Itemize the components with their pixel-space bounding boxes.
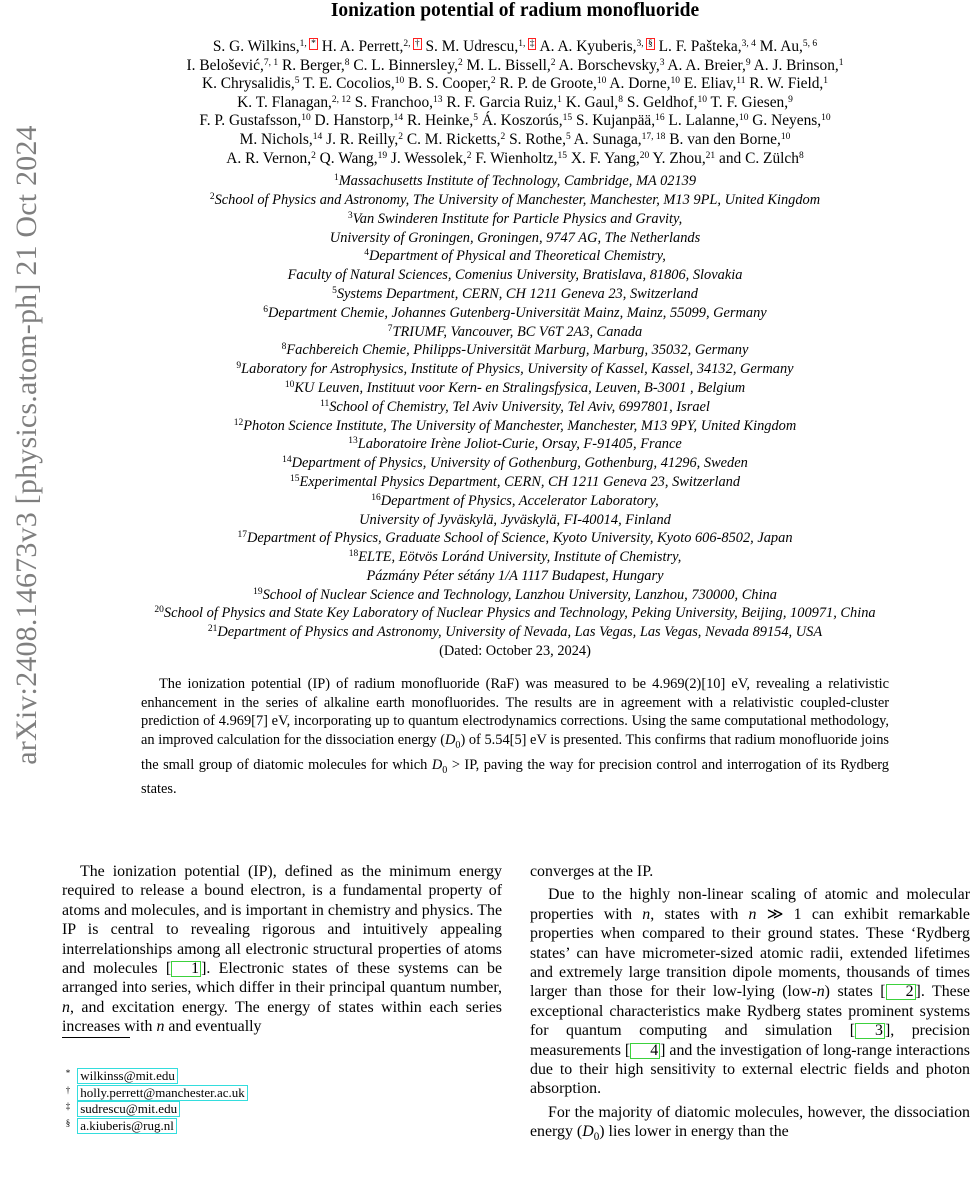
affiliation-index: 2: [466, 150, 472, 161]
affiliation-index: 1: [557, 94, 562, 105]
footnote-ref[interactable]: §: [648, 39, 653, 49]
affiliation-index: 12: [233, 417, 244, 428]
affiliation-line: $^{10}$KU Leuven, Instituut voor Kern- en Stralingsfysica, Leuven, B-3001 , Belgium: [284, 379, 746, 396]
affiliation-index: 13: [348, 436, 358, 447]
affiliation-index: 3, 4: [741, 39, 756, 49]
affiliation-index: 10: [596, 76, 607, 87]
footnote: ‡ sudrescu@mit.edu: [62, 1101, 248, 1118]
affiliation-index: 5: [332, 285, 337, 296]
affiliation-line: $^{12}$Photon Science Institute, The University of Manchester, Manchester, M13 9PY, United Kingdom: [233, 417, 797, 434]
affiliation-line: $^{16}$Department of Physics, Accelerator Laboratory,: [371, 492, 659, 509]
affiliation-index: 8: [281, 342, 287, 353]
citation-link[interactable]: 1: [171, 961, 201, 977]
affiliation-index: 17, 18: [641, 131, 666, 142]
body-paragraph: For the majority of diatomic molecules, however, the dissociation energy $(D_0)$ lies lower in energy than the: [530, 1103, 970, 1144]
affiliation-index: 2: [500, 131, 506, 142]
affiliation-index: 10: [670, 76, 681, 87]
footnote: § a.kiuberis@rug.nl: [62, 1118, 248, 1135]
affiliation-line: $^{13}$Laboratoire Irène Joliot-Curie, Orsay, F-91405, France: [348, 436, 682, 453]
affiliation-index: 14: [393, 113, 404, 124]
affiliation-line: $^{18}$ELTE, Eötvös Loránd University, Institute of Chemistry,: [348, 549, 682, 566]
body-paragraph: The ionization potential (IP), defined as the minimum energy required to release a bound electron, is a fundamental property of atoms and molecules, and is important in chemistry and physics. The IP is central to revealing rigorous and intuitively appealing interrelationships among all electronic structural properties of atoms and molecules [ 1 ]. Electronic states of these systems can be arranged into series, which differ in their principal quantum number, n, and excitation energy. The energy of states within each series increases with n and eventually: [62, 863, 503, 1036]
author-line: M. Nichols,$^{14}$ J. R. Reilly,$^2$ C. M. Ricketts,$^2$ S. Rothe,$^5$ A. Sunaga,$^{17, 18}$ B. van den Borne,$^{10}$: [239, 130, 791, 148]
affiliation-index: 1, ‡: [518, 39, 535, 49]
paper-page: [60, 0, 970, 1144]
affiliation-index: 1: [823, 76, 829, 87]
affiliation-index: 15: [557, 150, 567, 161]
affiliation-index: 14: [282, 455, 292, 466]
affiliation-index: 10: [697, 94, 707, 105]
footnote-ref[interactable]: †: [414, 39, 420, 49]
affiliation-index: 8: [618, 94, 624, 105]
affiliation-line: University of Groningen, Groningen, 9747 AG, The Netherlands: [329, 229, 701, 246]
affiliation-index: 19: [377, 150, 388, 161]
footnote-list: [62, 1068, 248, 1134]
affiliation-line: $^{14}$Department of Physics, University of Gothenburg, Gothenburg, 41296, Sweden: [282, 455, 748, 472]
affiliation-index: 10: [301, 113, 311, 124]
affiliation-index: 10: [780, 131, 791, 142]
affiliation-index: 9: [745, 57, 751, 68]
affiliation-index: 5, 6: [802, 39, 818, 49]
author-line: A. R. Vernon,$^2$ Q. Wang,$^{19}$ J. Wessolek,$^2$ F. Wienholtz,$^{15}$ X. F. Yang,$^{20}$ Y. Zhou,$^{21}$ and C. Zülch$^8$: [226, 149, 804, 167]
affiliation-index: 2: [398, 131, 403, 142]
arxiv-sidebar-stamp: [6, 125, 48, 765]
affiliation-line: $^2$School of Physics and Astronomy, The University of Manchester, Manchester, M13 9PL, United Kingdom: [209, 191, 821, 208]
email-link[interactable]: holly.perrett@manchester.ac.uk: [77, 1085, 248, 1101]
affiliation-line: $^7$TRIUMF, Vancouver, BC V6T 2A3, Canada: [387, 323, 643, 340]
affiliation-index: 7: [387, 323, 393, 334]
affiliation-line: $^{17}$Department of Physics, Graduate School of Science, Kyoto University, Kyoto 606-8502, Japan: [237, 530, 793, 547]
footnote-ref[interactable]: ‡: [529, 39, 535, 49]
affiliation-index: 3: [659, 57, 665, 68]
affiliation-line: $^1$Massachusetts Institute of Technology, Cambridge, MA 02139: [333, 173, 697, 190]
affiliation-index: 3: [347, 210, 353, 221]
dated-line: (Dated: October 23, 2024): [439, 643, 591, 660]
affiliation-line: $^{15}$Experimental Physics Department, CERN, CH 1211 Geneva 23, Switzerland: [289, 473, 741, 490]
affiliation-line: $^{20}$School of Physics and State Key Laboratory of Nuclear Physics and Technology, Peking University, Beijing, 100971, China: [154, 605, 876, 622]
author-line: S. G. Wilkins,$^{1, *}$ H. A. Perrett,$^{2, \dagger}$ S. M. Udrescu,$^{1, \ddagger}$ A. A. Kyuberis,$^{3, \S}$ L. F. Pašteka,$^{3, 4}$ M. Au,$^{5, 6}$: [212, 38, 818, 55]
affiliation-index: 11: [320, 398, 330, 409]
affiliation-index: 2: [311, 150, 316, 161]
author-line: I. Belošević,$^{7, 1}$ R. Berger,$^8$ C. L. Binnersley,$^2$ M. L. Bissell,$^2$ A. Borschevsky,$^3$ A. A. Breier,$^9$ A. J. Brinson,$^1$: [186, 56, 844, 74]
affiliation-index: 2, 12: [331, 94, 351, 105]
affiliation-index: 3, §: [636, 39, 653, 49]
affiliation-index: 5: [565, 131, 571, 142]
email-link[interactable]: wilkinss@mit.edu: [77, 1068, 178, 1084]
author-list: [60, 38, 970, 168]
affiliation-index: 2: [490, 76, 496, 87]
affiliation-index: 9: [788, 94, 793, 105]
affiliation-index: 18: [348, 549, 359, 560]
affiliation-index: 8: [798, 150, 804, 161]
left-column: [62, 862, 502, 1037]
affiliation-index: 19: [253, 586, 263, 597]
author-line: K. T. Flanagan,$^{2, 12}$ S. Franchoo,$^{13}$ R. F. Garcia Ruiz,$^1$ K. Gaul,$^8$ S. Geldhof,$^{10}$ T. F. Giesen,$^9$: [237, 93, 793, 111]
affiliation-index: 5: [473, 113, 478, 124]
affiliation-index: 16: [655, 113, 665, 124]
affiliation-index: 15: [562, 113, 573, 124]
footnote-ref[interactable]: *: [311, 39, 316, 49]
right-column: [530, 862, 970, 1148]
citation-link[interactable]: 3: [855, 1023, 885, 1039]
affiliation-index: 13: [433, 94, 443, 105]
body-paragraph: converges at the IP.: [530, 863, 654, 880]
affiliation-index: 2: [550, 57, 556, 68]
affiliation-line: $^{11}$School of Chemistry, Tel Aviv University, Tel Aviv, 6997801, Israel: [320, 398, 710, 415]
affiliation-index: 10: [394, 76, 405, 87]
author-line: F. P. Gustafsson,$^{10}$ D. Hanstorp,$^{14}$ R. Heinke,$^5$ Á. Koszorús,$^{15}$ S. Kujanpää,$^{16}$ L. Lalanne,$^{10}$ G. Neyens,$^{10}$: [199, 112, 831, 130]
affiliation-line: $^{19}$School of Nuclear Science and Technology, Lanzhou University, Lanzhou, 730000, China: [253, 586, 777, 603]
affiliation-index: 2: [209, 191, 215, 202]
affiliation-index: 10: [738, 113, 749, 124]
affiliation-index: 1: [333, 173, 339, 184]
paper-title: Ionization potential of radium monofluoride: [330, 0, 700, 21]
affiliation-index: 2, †: [403, 39, 420, 49]
affiliation-index: 5: [294, 76, 300, 87]
affiliation-line: $^9$Laboratory for Astrophysics, Institute of Physics, University of Kassel, Kassel, 34132, Germany: [236, 361, 794, 378]
affiliation-index: 1, *: [299, 39, 316, 49]
author-line: K. Chrysalidis,$^5$ T. E. Cocolios,$^{10}$ B. S. Cooper,$^2$ R. P. de Groote,$^{10}$ A. Dorne,$^{10}$ E. Eliav,$^{11}$ R. W. Field,$^1$: [201, 75, 829, 93]
email-link[interactable]: a.kiuberis@rug.nl: [77, 1118, 177, 1134]
affiliation-line: University of Jyväskylä, Jyväskylä, FI-40014, Finland: [359, 511, 671, 528]
affiliation-index: 17: [237, 530, 247, 541]
footnote: * wilkinss@mit.edu: [62, 1068, 248, 1085]
affiliation-line: Pázmány Péter sétány 1/A 1117 Budapest, Hungary: [366, 567, 664, 584]
abstract: The ionization potential (IP) of radium monofluoride (RaF) was measured to be 4.969(2)[10] eV, revealing a relativistic enhancement in the series of alkaline earth monofluorides. The results are in agreement with a relativistic coupled-cluster prediction of 4.969[7] eV, incorporating up to quantum electrodynamics corrections. Using the same computational methodology, an improved calculation for the dissociation energy $(D_0)$ of 5.54[5] eV is presented. This confirms that radium monofluoride joins the small group of diatomic molecules for which $D_0$ > IP, paving the way for precision control and interrogation of its Rydberg states.: [141, 675, 890, 798]
affiliation-line: $^3$Van Swinderen Institute for Particle Physics and Gravity,: [347, 210, 683, 227]
affiliation-index: 1: [838, 57, 844, 68]
affiliation-index: 11: [736, 76, 746, 87]
affiliation-index: 7, 1: [263, 57, 279, 68]
affiliation-index: 9: [236, 361, 242, 372]
affiliation-index: 20: [639, 150, 650, 161]
affiliation-line: $^8$Fachbereich Chemie, Philipps-Universität Marburg, Marburg, 35032, Germany: [281, 342, 749, 359]
arxiv-identifier: arXiv:2408.14673v3 [physics.atom-ph] 21 Oct 2024: [10, 125, 44, 765]
affiliation-index: 10: [284, 379, 295, 390]
body-paragraph: Due to the highly non-linear scaling of atomic and molecular properties with n, states with n ≫ 1 can exhibit remarkable properties when compared to their ground states. These ‘Rydberg states’ can have micrometer-sized atomic radii, extended lifetimes and extremely large transition dipole moments, thousands of times larger than those for their low-lying (low-n) states [ 2 ]. These exceptional characteristics make Rydberg states prominent systems for quantum computing and simulation [ 3 ], precision measurements [ 4 ] and the investigation of long-range interactions due to their high sensitivity to external electric fields and photon absorption.: [530, 886, 970, 1098]
affiliation-index: 14: [312, 131, 323, 142]
affiliation-index: 10: [821, 113, 831, 124]
affiliation-line: Faculty of Natural Sciences, Comenius University, Bratislava, 81806, Slovakia: [287, 267, 743, 284]
affiliation-index: 2: [457, 57, 463, 68]
affiliation-line: $^4$Department of Physical and Theoretical Chemistry,: [364, 248, 666, 265]
footnote: † holly.perrett@manchester.ac.uk: [62, 1085, 248, 1102]
affiliation-index: 15: [289, 473, 300, 484]
affiliation-index: 4: [364, 248, 369, 259]
affiliation-list: [60, 172, 970, 661]
affiliation-index: 21: [207, 624, 218, 635]
affiliation-line: $^5$Systems Department, CERN, CH 1211 Geneva 23, Switzerland: [332, 285, 698, 302]
citation-link[interactable]: 4: [630, 1043, 660, 1059]
affiliation-line: $^{21}$Department of Physics and Astronomy, University of Nevada, Las Vegas, Las Vegas, Nevada 89154, USA: [207, 624, 823, 641]
affiliation-index: 6: [263, 304, 269, 315]
affiliation-index: 20: [154, 605, 164, 616]
affiliation-index: 16: [371, 492, 381, 503]
footnote-rule: [62, 1037, 130, 1038]
email-link[interactable]: sudrescu@mit.edu: [77, 1101, 180, 1117]
citation-link[interactable]: 2: [886, 984, 916, 1000]
affiliation-line: $^6$Department Chemie, Johannes Gutenberg-Universität Mainz, Mainz, 55099, Germany: [263, 304, 767, 321]
affiliation-index: 21: [705, 150, 716, 161]
affiliation-index: 8: [344, 57, 350, 68]
